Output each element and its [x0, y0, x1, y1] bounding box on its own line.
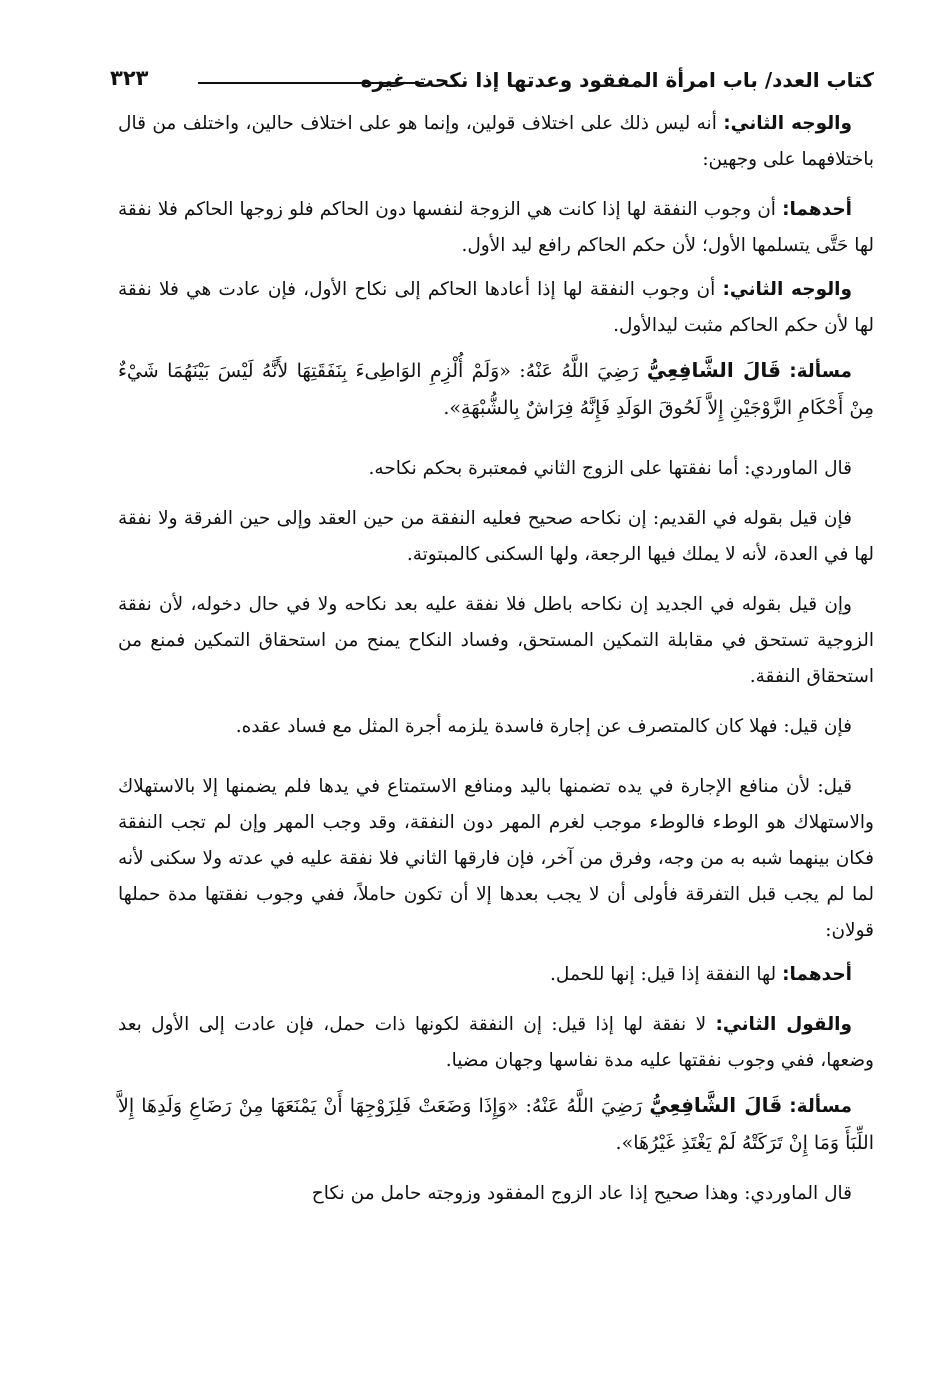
masala-shafii-quote: [118, 352, 874, 427]
paragraph-mawardi: [118, 451, 874, 487]
paragraph-objection: [118, 709, 874, 745]
page-number: ٣٢٣: [110, 66, 149, 90]
paragraph-text: قال الماوردي: وهذا صحيح إذا عاد الزوج المفقود وزوجته حامل من نكاح: [311, 1183, 852, 1204]
paragraph-text: قال الماوردي: أما نفقتها على الزوج الثاني فمعتبرة بحكم نكاحه.: [368, 458, 852, 479]
running-title: كتاب العدد/ باب امرأة المفقود وعدتها إذا نكحت غيره: [360, 68, 874, 92]
imam-name: قَالَ الشَّافِعِيُّ: [646, 358, 781, 382]
paragraph-first-opinion: [118, 957, 874, 993]
paragraph-heading: والقول الثاني:: [715, 1014, 853, 1035]
page-header: [110, 62, 874, 98]
paragraph-text: وإن قيل بقوله في الجديد إن نكاحه باطل فلا نفقة عليه بعد نكاحه ولا في حال دخوله، لأن نفقة الزوجية تستحق في مقابلة التمكين المستحق، وفساد النكاح يمنح من استحقاق التمكين فمنع من استحقاق النفقة.: [118, 594, 874, 687]
paragraph-second-opinion: [118, 1007, 874, 1079]
imam-name: قَالَ الشَّافِعِيُّ: [649, 1093, 783, 1117]
paragraph-text: فإن قيل: فهلا كان كالمتصرف عن إجارة فاسدة يلزمه أجرة المثل مع فساد عقده.: [235, 716, 852, 737]
paragraph-second-of-two: [118, 272, 874, 344]
paragraph-heading: أحدهما:: [782, 199, 852, 220]
paragraph-text: أن وجوب النفقة لها إذا أعادها الحاكم إلى نكاح الأول، فإن عادت هي فلا نفقة لها لأن حكم الحاكم مثبت ليدالأول.: [118, 279, 874, 336]
paragraph-text: قيل: لأن منافع الإجارة في يده تضمنها باليد ومنافع الاستمتاع في يدها فلم يضمنها إلا بالاستهلاك والاستهلاك هو الوطء فالوطء موجب لغرم المهر دون النفقة، وقد وجب المهر وإن لم تجب النفقة فكان بينهما شبه به من وجه، وفرق من آخر، فإن فارقها الثاني فلا نفقة عليه في عدته ولا سكنى لأنه لما لم يجب قبل التفرقة فأولى أن لا يجب بعدها إلا أن تكون حاملاً، ففي وجوب نفقتها مدة حملها قولان:: [118, 776, 874, 941]
paragraph-reply: [118, 769, 874, 949]
paragraph-text: أن وجوب النفقة لها إذا كانت هي الزوجة لنفسها دون الحاكم فلو زوجها الحاكم فلا نفقة لها حَتَّى يتسلمها الأول؛ لأن حكم الحاكم رافع ليد الأول.: [118, 199, 874, 256]
masala-nursing-quote: [118, 1087, 874, 1162]
paragraph-heading: مسألة:: [789, 361, 852, 382]
page-body: [118, 106, 874, 1212]
shafii-quote: رَضِيَ اللَّهُ عَنْهُ: «وَإِذَا وَضَعَتْ فَلِزَوْجِهَا أَنْ يَمْنَعَهَا مِنْ رَضَاعِ وَلَدِهَا إِلاَّ اللِّبَأَ وَمَا إِنْ تَرَكَتْهُ لَمْ يَغْتَذِ غَيْرُهَا».: [118, 1095, 874, 1154]
paragraph-text: لها النفقة إذا قيل: إنها للحمل.: [550, 964, 783, 985]
paragraph-heading: والوجه الثاني:: [723, 113, 853, 134]
paragraph-old-opinion: [118, 501, 874, 573]
header-rule: [198, 82, 424, 84]
paragraph-second-aspect: [118, 106, 874, 178]
paragraph-mawardi-final: [118, 1176, 874, 1212]
paragraph-heading: أحدهما:: [782, 964, 852, 985]
shafii-quote: رَضِيَ اللَّهُ عَنْهُ: «وَلَمْ أُلْزِمِ الوَاطِىءَ بِنَفَقَتِهَا لأَنَّهُ لَيْسَ بَيْنَهُمَا شَيْءٌ مِنْ أَحْكَامِ الزَّوْجَيْنِ إِلاَّ لَحُوقَ الوَلَدِ فَإِنَّهُ فِرَاشٌ بِالشُّبْهَةِ».: [118, 360, 874, 419]
paragraph-text: فإن قيل بقوله في القديم: إن نكاحه صحيح فعليه النفقة من حين العقد وإلى حين الفرقة ولا نفقة لها في العدة، لأنه لا يملك فيها الرجعة، ولها السكنى كالمبتوتة.: [118, 508, 874, 565]
paragraph-text: لا نفقة لها إذا قيل: إن النفقة لكونها ذات حمل، فإن عادت إلى الأول بعد وضعها، ففي وجوب نفقتها عليه مدة نفاسها وجهان مضيا.: [118, 1014, 874, 1071]
paragraph-first-of-two: [118, 192, 874, 264]
paragraph-new-opinion: [118, 587, 874, 695]
paragraph-heading: والوجه الثاني:: [722, 279, 852, 300]
paragraph-text: أنه ليس ذلك على اختلاف قولين، وإنما هو على اختلاف حالين، واختلف من قال باختلافهما على وجهين:: [118, 113, 874, 170]
paragraph-heading: مسألة:: [789, 1096, 852, 1117]
